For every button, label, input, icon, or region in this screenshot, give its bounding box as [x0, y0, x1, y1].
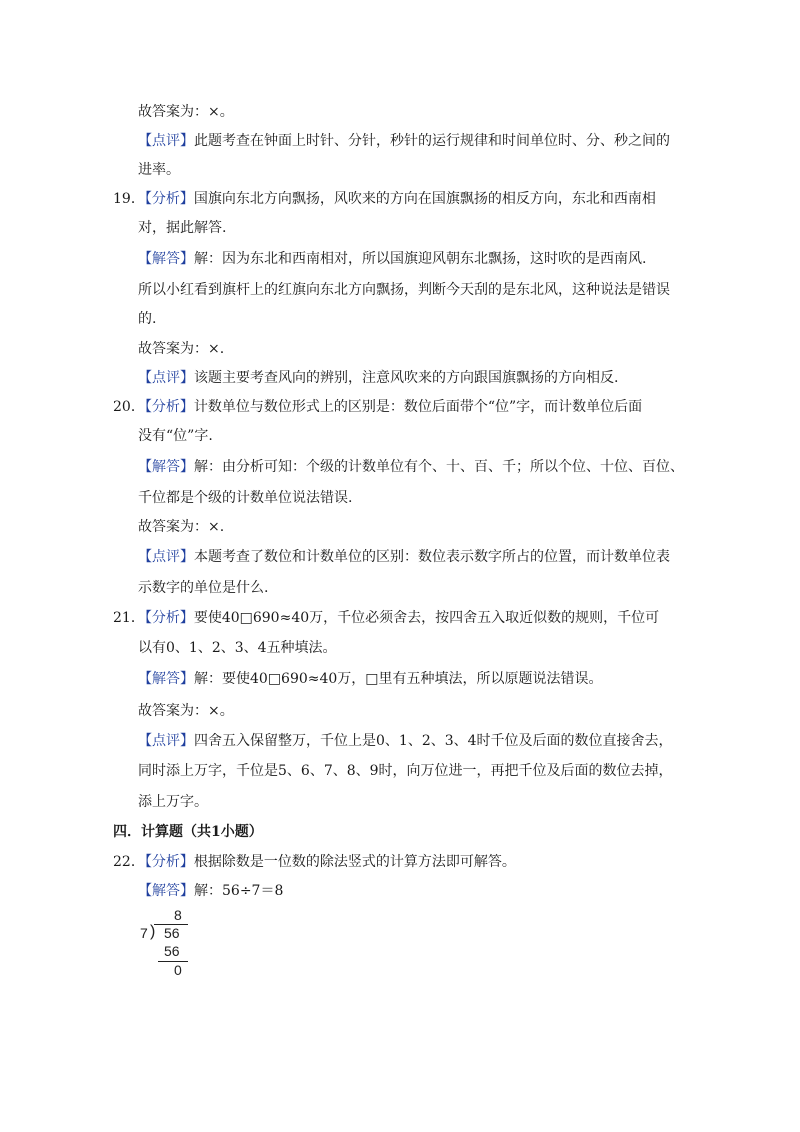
question-22-analysis: 22．【分析】根据除数是一位数的除法竖式的计算方法即可解答。: [113, 854, 516, 870]
text-line: 的.: [138, 311, 157, 327]
analysis-tag: 【分析】: [144, 854, 194, 870]
solution-tag: 【解答】: [138, 459, 194, 475]
review-tag: 【点评】: [138, 133, 194, 149]
answer-line: 故答案为：×。: [138, 703, 234, 719]
text-line: 所以小红看到旗杆上的红旗向东北方向飘扬，判断今天刮的是东北风，这种说法是错误: [138, 282, 670, 298]
text-line: 对，据此解答.: [138, 220, 227, 236]
solution-line: 【解答】解：由分析可知：个级的计数单位有个、十、百、千；所以个位、十位、百位、: [138, 459, 684, 475]
question-20-analysis: 20．【分析】计数单位与数位形式上的区别是：数位后面带个“位”字，而计数单位后面: [113, 399, 643, 415]
solution-line: 【解答】解：要使40□690≈40万，□里有五种填法，所以原题说法错误。: [138, 671, 603, 687]
analysis-tag: 【分析】: [144, 399, 194, 415]
question-number: 22．: [113, 854, 145, 870]
text-line: 没有“位”字.: [138, 428, 213, 444]
division-quotient: 8: [174, 907, 182, 923]
review-line: 【点评】此题考查在钟面上时针、分针，秒针的运行规律和时间单位时、分、秒之间的: [138, 133, 670, 149]
section-heading: 四．计算题（共1小题）: [113, 824, 263, 840]
review-line: 【点评】本题考查了数位和计数单位的区别：数位表示数字所占的位置，而计数单位表: [138, 549, 670, 565]
division-subtract-line: [158, 961, 188, 962]
question-number: 21．: [113, 610, 145, 626]
review-tag: 【点评】: [138, 370, 194, 386]
review-tag: 【点评】: [138, 549, 194, 565]
solution-line: 【解答】解：因为东北和西南相对，所以国旗迎风朝东北飘扬，这时吹的是西南风.: [138, 251, 647, 267]
solution-tag: 【解答】: [138, 671, 194, 687]
question-number: 19．: [113, 191, 145, 207]
review-line: 【点评】该题主要考查风向的辨别，注意风吹来的方向跟国旗飘扬的方向相反.: [138, 370, 619, 386]
division-remainder: 0: [174, 962, 182, 978]
text-line: 以有0、1、2、3、4五种填法。: [138, 640, 337, 656]
text-line: 进率。: [138, 162, 180, 178]
analysis-tag: 【分析】: [144, 191, 194, 207]
analysis-tag: 【分析】: [144, 610, 194, 626]
division-dividend: 56: [164, 925, 180, 941]
division-divisor: 7: [140, 925, 148, 941]
answer-line: 故答案为：×.: [138, 341, 225, 357]
long-division-figure: [138, 905, 198, 983]
division-product: 56: [164, 943, 180, 959]
question-number: 20．: [113, 399, 145, 415]
answer-line: 故答案为：×.: [138, 519, 225, 535]
solution-tag: 【解答】: [138, 883, 194, 899]
text-line: 千位都是个级的计数单位说法错误.: [138, 490, 353, 506]
division-bracket-icon: ): [150, 923, 156, 940]
solution-line: 【解答】解：56÷7＝8: [138, 883, 284, 899]
solution-tag: 【解答】: [138, 251, 194, 267]
question-21-analysis: 21．【分析】要使40□690≈40万，千位必须舍去，按四舍五入取近似数的规则，千位可: [113, 610, 660, 626]
question-19-analysis: 19．【分析】国旗向东北方向飘扬，风吹来的方向在国旗飘扬的相反方向，东北和西南相: [113, 191, 656, 207]
review-tag: 【点评】: [138, 733, 194, 749]
text-line: 同时添上万字，千位是5、6、7、8、9时，向万位进一，再把千位及后面的数位去掉，: [138, 763, 673, 779]
text-line: 添上万字。: [138, 794, 208, 810]
answer-line: 故答案为：×。: [138, 104, 234, 120]
review-line: 【点评】四舍五入保留整万，千位上是0、1、2、3、4时千位及后面的数位直接舍去，: [138, 733, 673, 749]
text-line: 示数字的单位是什么.: [138, 580, 269, 596]
